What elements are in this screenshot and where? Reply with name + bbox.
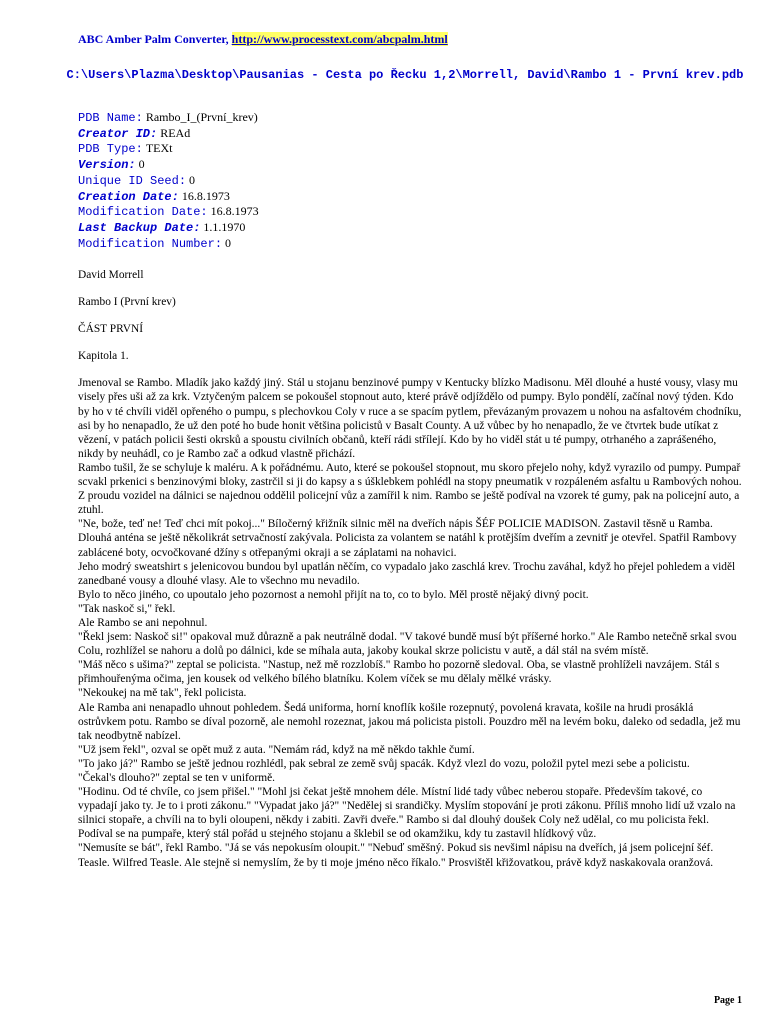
meta-value: 1.1.1970 <box>203 219 246 234</box>
book-title: Rambo I (První krev) <box>78 296 176 309</box>
body-paragraph: "Čekal's dlouho?" zeptal se ten v uniformě. <box>78 772 276 784</box>
converter-link[interactable]: http://www.processtext.com/abcpalm.html <box>231 32 448 46</box>
meta-label: Unique ID Seed: <box>78 173 187 188</box>
page-number: Page 1 <box>713 995 742 1006</box>
body-paragraph: "Nemusíte se bát", řekl Rambo. "Já se vás nepokusím oloupit." "Nebuď směšný. Pokud sis nevšiml nápisu na dveřích, já jsem policejní šéf. Teasle. Wilfred Teasle. Ale stejně si nemyslím, že by ti moje jméno něco říkalo." Prosvištěl křižovatkou, právě když naskakovala oranžová. <box>78 842 714 869</box>
body-paragraph: "Už jsem řekl", ozval se opět muž z auta. "Nemám rád, když na mě někdo takhle čumí. <box>78 743 475 756</box>
meta-value: REAd <box>160 125 191 140</box>
meta-label: Version: <box>78 158 136 173</box>
meta-value: 0 <box>138 157 145 172</box>
meta-value: Rambo_I_(První_krev) <box>145 110 258 124</box>
meta-label: Modification Date: <box>78 205 208 220</box>
meta-row-modification-date <box>78 204 259 220</box>
meta-value: TEXt <box>145 141 173 156</box>
body-paragraph: "To jako já?" Rambo se ještě jednou rozhlédl, pak sebral ze země svůj spacák. Když vlezl do vozu, položil pytel mezi sebe a policistu. <box>78 757 690 770</box>
meta-row-version <box>78 157 259 173</box>
meta-value: 16.8.1973 <box>210 204 259 219</box>
meta-value: 0 <box>225 235 232 250</box>
body-paragraph: "Máš něco s ušima?" zeptal se policista. "Nastup, než mě rozzlobíš." Rambo ho pozorně sledoval. Oba, se vlastně prohlíželi navzájem. Stál s přimhouřenýma očima, jen kousek od velkého bílého blatníku. Kolem víček se mu dělaly mělké vrásky. <box>78 659 720 686</box>
body-paragraph: Jmenoval se Rambo. Mladík jako každý jiný. Stál u stojanu benzinové pumpy v Kentucky blízko Madisonu. Měl dlouhé a husté vousy, vlasy mu visely přes uši až za krk. Vztyčeným palcem se pokoušel stopnout auto, které právě odjíždělo od pumpy. Bylo pondělí, začínal nový týden. Kdo by ho v té chvíli viděl opřeného o pumpu, s plechovkou Coly v ruce a se spacím pytlem, převázaným provazem u nohou na asfaltovém chodníku, asi by ho nenapadlo, že už den poté ho bude honit většina policistů v Basalt County. A už vůbec by ho nenapadlo, že ve čtvrtek bude utíkat z vězení, v patách policii šesti okrsků a spoustu civilních občanů, kteří rádi střílejí. Kdo by ho viděl stát u té pumpy, otrhaného a zaprášeného, nikdy by neuhádl, co je Rambo zač a odkud vlastně přichází. <box>78 377 742 460</box>
body-paragraph: Ale Rambo se ani nepohnul. <box>78 616 208 629</box>
author-name: David Morrell <box>78 269 144 281</box>
pdb-metadata <box>78 110 259 251</box>
body-paragraph: Bylo to něco jiného, co upoutalo jeho pozornost a nemohl přijít na to, co to bylo. Měl prostě nějaký divný pocit. <box>78 588 589 601</box>
file-path-heading: C:\Users\Plazma\Desktop\Pausanias - Cesta po Řecku 1,2\Morrell, David\Rambo 1 - První krev.pdb <box>66 68 744 82</box>
meta-row-creation-date <box>78 189 259 205</box>
body-paragraph: Rambo tušil, že se schyluje k maléru. A k pořádnému. Auto, které se pokoušel stopnout, mu skoro přejelo nohy, když vyrazilo od pumpy. Pumpař scvakl prkenici s benzinovými bloky, zastrčil si ji do kapsy a s úšklebkem pohlédl na stopy pneumatik v rozpáleném asfaltu u Rambových nohou. Z proudu vozidel na dálnici se najednou oddělil policejní vůz a zamířil k nim. Rambo se ještě podíval na vzorek té gumy, pak na policejní auto, a ztuhl. <box>78 461 742 517</box>
meta-label: Creation Date: <box>78 189 179 204</box>
meta-label: PDB Type: <box>78 142 143 157</box>
chapter-heading: Kapitola 1. <box>78 350 129 363</box>
meta-label: PDB Name: <box>78 111 143 125</box>
meta-value: 0 <box>189 172 196 187</box>
chapter-body <box>78 376 744 869</box>
document-content <box>78 268 744 870</box>
meta-row-unique-id-seed <box>78 173 259 189</box>
meta-label: Modification Number: <box>78 236 223 251</box>
meta-label: Last Backup Date: <box>78 220 201 235</box>
body-paragraph: "Nekoukej na mě tak", řekl policista. <box>78 687 247 700</box>
part-heading: ČÁST PRVNÍ <box>78 323 144 336</box>
body-paragraph: "Hodinu. Od té chvíle, co jsem přišel." "Mohl jsi čekat ještě mnohem déle. Místní lidé tady vůbec neberou stopaře. Především takové, co vypadají jako ty. Je to i proti zákonu." "Vypadat jako já?" "Nedělej si srandičky. Myslím stopování je proti zákonu. Příliš mnoho lidí už vzalo na silnici stopaře, a chvíli na to byli oloupeni, někdy i zabiti. Zavři dveře." Rambo si dal dlouhý doušek Coly než udělal, co mu policista řekl. Podíval se na pumpaře, který stál pořád u stejného stojanu a šklebil se od okamžiku, kdy tu zastavil hlídkový vůz. <box>78 786 736 841</box>
body-paragraph: "Tak naskoč si," řekl. <box>78 602 176 615</box>
body-paragraph: "Řekl jsem: Naskoč si!" opakoval muž důrazně a pak neutrálně dodal. "V takové bundě musí být příšerné horko." Ale Rambo netečně srkal svou Colu, rozhlížel se nahoru a dolů po dálnici, kde se míhala auta, jakoby koukal skrze policistu v autě, a dál stál na svém místě. <box>78 631 737 658</box>
meta-row-last-backup-date <box>78 220 259 236</box>
meta-row-pdb-name <box>78 110 259 126</box>
body-paragraph: "Ne, bože, teď ne! Teď chci mít pokoj..." Bíločerný křižník silnic měl na dveřích nápis ŠÉF POLICIE MADISON. Zastavil těsně u Ramba. Dlouhá anténa se ještě několikrát setrvačností zakývala. Policista za volantem se natáhl k protějším dveřím a zevnitř je otevřel. Spatřil Rambovy zablácené boty, ocvočkované džíny s otřepanými okraji a se záplatami na nohavici. <box>78 518 737 559</box>
body-paragraph: Jeho modrý sweatshirt s jelenicovou bundou byl upatlán něčím, co vypadalo jako zaschlá krev. Trochu zaváhal, když ho přejel pohledem a viděl zanedbané vousy a dlouhé vlasy. Ale to všechno mu nevadilo. <box>78 560 736 587</box>
body-paragraph: Ale Ramba ani nenapadlo uhnout pohledem. Šedá uniforma, horní knoflík košile rozepnutý, povolená kravata, košile na hrudi prosáklá ostrůvkem potu. Rambo se díval pozorně, ale nemohl rozeznat, jakou má policista pistoli. Pouzdro měl na levém boku, daleko od sedadla, jež mu tak neodbytně nabízel. <box>78 701 741 742</box>
converter-banner <box>78 32 448 47</box>
meta-row-modification-number <box>78 236 259 252</box>
meta-label: Creator ID: <box>78 126 158 141</box>
meta-value: 16.8.1973 <box>181 188 230 203</box>
meta-row-pdb-type <box>78 141 259 157</box>
banner-prefix: ABC Amber Palm Converter, <box>78 32 232 46</box>
meta-row-creator-id <box>78 126 259 142</box>
